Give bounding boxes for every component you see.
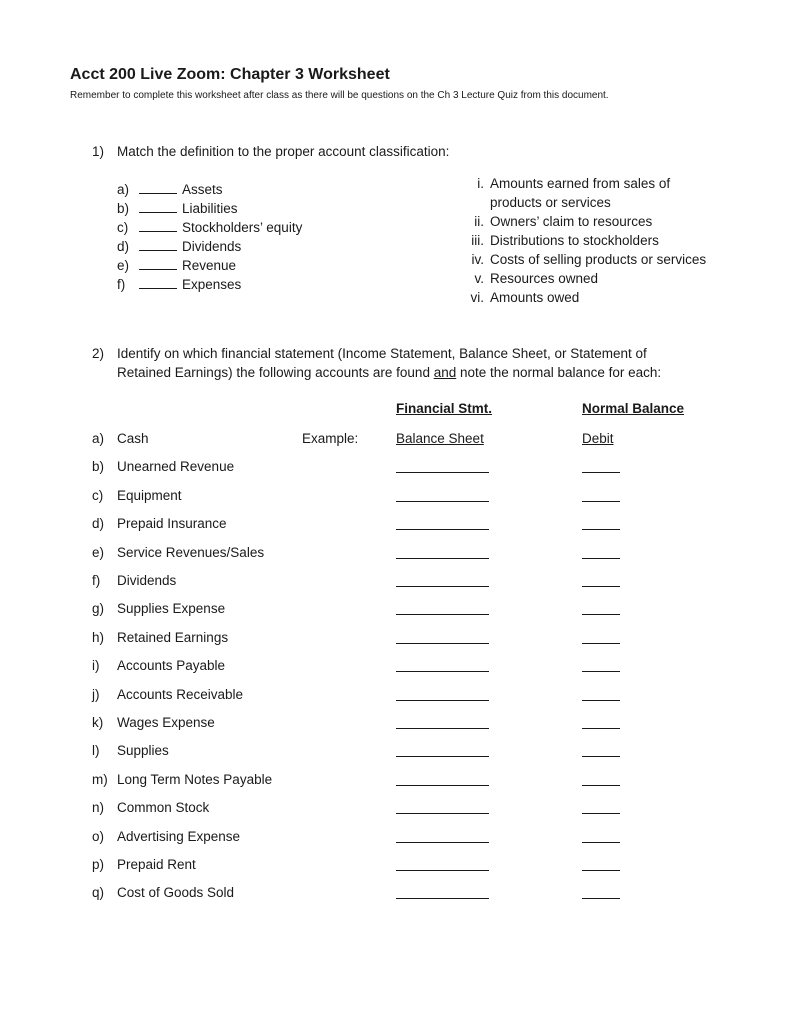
q1-item (139, 180, 223, 199)
financial-stmt-blank[interactable] (396, 728, 489, 729)
account-name: Advertising Expense (117, 828, 241, 844)
col-header-financial-stmt: Financial Stmt. (396, 401, 493, 416)
normal-balance-blank[interactable] (582, 529, 620, 530)
account-name: Unearned Revenue (117, 459, 235, 475)
account-name: Accounts Receivable (117, 686, 244, 702)
normal-balance-blank[interactable] (582, 898, 620, 899)
account-letter: a) (92, 431, 105, 446)
account-name: Service Revenues/Sales (117, 544, 265, 560)
financial-stmt-blank[interactable] (396, 558, 489, 559)
normal-balance-blank[interactable] (582, 813, 620, 814)
account-letter: m) (92, 771, 108, 787)
account-name: Equipment (117, 487, 182, 503)
q1-def-numeral: iv. (471, 252, 484, 267)
q1-item (139, 275, 241, 294)
q2-prompt-line1: Identify on which financial statement (Income Statement, Balance Sheet, or Statement of (117, 346, 647, 361)
normal-balance-blank[interactable] (582, 472, 620, 473)
account-letter: n) (92, 800, 105, 816)
account-name: Long Term Notes Payable (117, 771, 273, 787)
normal-balance-blank[interactable] (582, 501, 620, 502)
normal-balance-blank[interactable] (582, 700, 620, 701)
account-letter: l) (92, 743, 100, 759)
q1-item (139, 218, 302, 237)
account-letter: p) (92, 857, 105, 872)
q2-prompt-line2-post: note the normal balance for each: (456, 365, 662, 380)
q1-answer-blank[interactable] (139, 239, 177, 251)
account-letter: b) (92, 459, 105, 475)
account-name: Supplies Expense (117, 601, 226, 617)
q1-def-numeral: ii. (474, 214, 484, 229)
account-name: Retained Earnings (117, 629, 229, 645)
col-header-normal-balance: Normal Balance (582, 401, 685, 416)
q1-def-text: Amounts owed (490, 290, 580, 305)
example-label: Example: (302, 431, 359, 446)
q1-def-text: Costs of selling products or services (490, 252, 707, 267)
account-name: Dividends (117, 573, 177, 588)
q2-number: 2) (92, 346, 105, 361)
account-letter: f) (92, 573, 101, 588)
financial-stmt-blank[interactable] (396, 756, 489, 757)
q1-item (139, 237, 241, 256)
q1-item-label: Revenue (182, 258, 237, 273)
financial-stmt-blank[interactable] (396, 870, 489, 871)
q1-prompt: Match the definition to the proper account classification: (117, 144, 450, 159)
normal-balance-blank[interactable] (582, 870, 620, 871)
q1-item-letter: d) (117, 239, 130, 254)
normal-balance-blank[interactable] (582, 842, 620, 843)
financial-stmt-blank[interactable] (396, 501, 489, 502)
account-letter: g) (92, 601, 105, 617)
worksheet-title: Acct 200 Live Zoom: Chapter 3 Worksheet (70, 66, 390, 83)
q1-def-numeral: vi. (470, 290, 484, 305)
q2-prompt-line2-underlined: and (433, 365, 457, 380)
financial-stmt-blank[interactable] (396, 529, 489, 530)
q1-number: 1) (92, 144, 105, 159)
q1-item-label: Assets (182, 182, 223, 197)
q1-answer-blank[interactable] (139, 182, 177, 194)
q1-def-numeral: i. (477, 176, 484, 191)
q1-item-letter: e) (117, 258, 130, 273)
account-letter: d) (92, 516, 105, 532)
normal-balance-blank[interactable] (582, 728, 620, 729)
q1-item-letter: f) (117, 277, 126, 292)
account-letter: e) (92, 544, 105, 560)
financial-stmt-blank[interactable] (396, 472, 489, 473)
q1-def-text: Amounts earned from sales of (490, 176, 671, 191)
account-letter: j) (92, 686, 100, 702)
financial-stmt-blank[interactable] (396, 643, 489, 644)
q1-answer-blank[interactable] (139, 201, 177, 213)
normal-balance-blank[interactable] (582, 586, 620, 587)
account-name: Prepaid Rent (117, 857, 196, 872)
q1-def-text-cont: products or services (490, 195, 611, 210)
account-name: Cost of Goods Sold (117, 885, 235, 901)
q1-answer-blank[interactable] (139, 277, 177, 289)
q1-def-numeral: v. (474, 271, 484, 286)
q1-def-numeral: iii. (471, 233, 484, 248)
account-name: Cash (117, 431, 149, 446)
q1-item (139, 199, 238, 218)
financial-stmt-blank[interactable] (396, 813, 489, 814)
q1-answer-blank[interactable] (139, 258, 177, 270)
normal-balance-blank[interactable] (582, 614, 620, 615)
q1-item-label: Liabilities (182, 201, 238, 216)
normal-balance-blank[interactable] (582, 643, 620, 644)
q1-def-text: Resources owned (490, 271, 599, 286)
q1-item-letter: a) (117, 182, 130, 197)
q1-def-text: Distributions to stockholders (490, 233, 659, 248)
q1-item-label: Dividends (182, 239, 242, 254)
q1-item-label: Stockholders’ equity (182, 220, 303, 235)
normal-balance-blank[interactable] (582, 756, 620, 757)
q1-item-letter: b) (117, 201, 130, 216)
q2-prompt-line2 (117, 363, 661, 382)
q1-answer-blank[interactable] (139, 220, 177, 232)
account-letter: k) (92, 715, 104, 730)
q1-item (139, 256, 236, 275)
account-name: Wages Expense (117, 715, 215, 730)
account-letter: q) (92, 885, 105, 901)
q2-prompt-line2-pre: Retained Earnings) the following accounts are found (117, 365, 434, 380)
worksheet-subtitle: Remember to complete this worksheet after class as there will be questions on the Ch 3 Lecture Quiz from this document. (70, 90, 609, 101)
account-letter: c) (92, 487, 104, 503)
q1-item-letter: c) (117, 220, 129, 235)
normal-balance-blank[interactable] (582, 671, 620, 672)
normal-balance-blank[interactable] (582, 558, 620, 559)
account-letter: o) (92, 828, 105, 844)
example-balance: Debit (582, 431, 614, 446)
normal-balance-blank[interactable] (582, 785, 620, 786)
financial-stmt-blank[interactable] (396, 614, 489, 615)
financial-stmt-blank[interactable] (396, 785, 489, 786)
account-name: Accounts Payable (117, 658, 226, 674)
account-name: Common Stock (117, 800, 210, 816)
account-letter: h) (92, 629, 105, 645)
account-letter: i) (92, 658, 100, 674)
financial-stmt-blank[interactable] (396, 586, 489, 587)
account-name: Prepaid Insurance (117, 516, 227, 532)
financial-stmt-blank[interactable] (396, 898, 489, 899)
financial-stmt-blank[interactable] (396, 700, 489, 701)
q1-def-text: Owners’ claim to resources (490, 214, 653, 229)
financial-stmt-blank[interactable] (396, 842, 489, 843)
account-name: Supplies (117, 743, 169, 759)
financial-stmt-blank[interactable] (396, 671, 489, 672)
q1-item-label: Expenses (182, 277, 242, 292)
example-statement: Balance Sheet (396, 431, 484, 446)
